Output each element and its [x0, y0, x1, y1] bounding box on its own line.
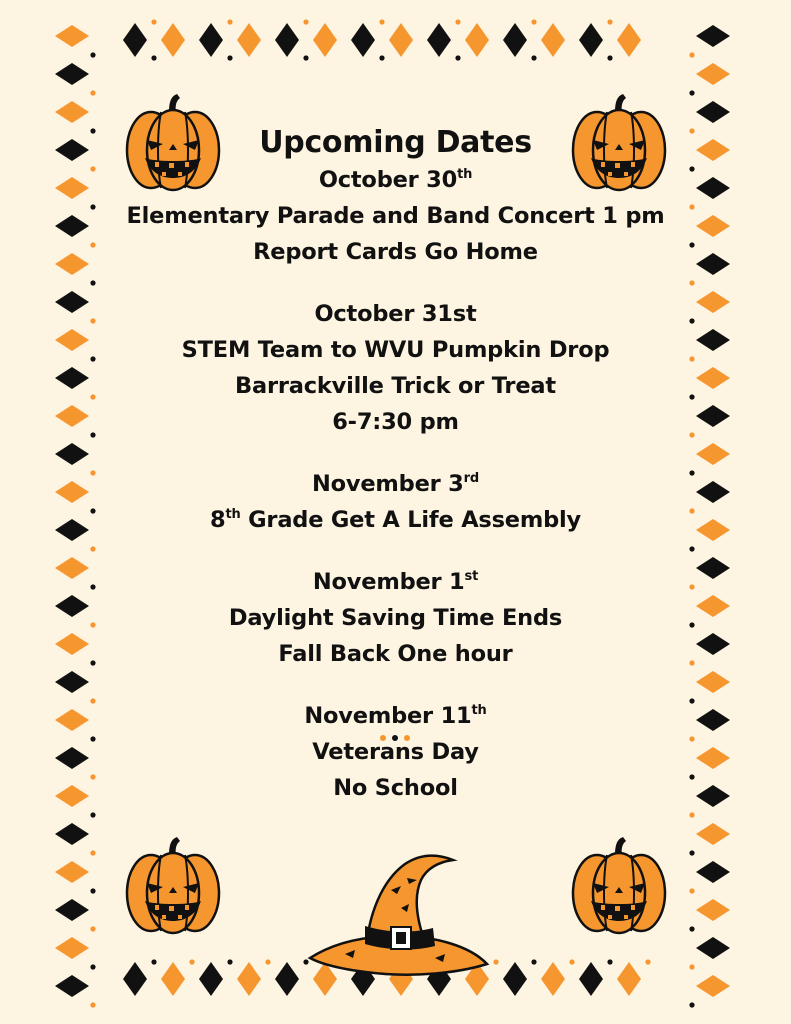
- border-diamond: [696, 709, 730, 731]
- border-dot: [303, 19, 308, 24]
- event-item: Veterans Day: [312, 739, 479, 765]
- border-dot: [531, 19, 536, 24]
- border-diamond: [696, 975, 730, 997]
- border-dot: [90, 850, 95, 855]
- event-item: 8th Grade Get A Life Assembly: [209, 507, 581, 533]
- border-dot: [689, 964, 694, 969]
- border-diamond: [55, 481, 89, 503]
- border-diamond: [55, 785, 89, 807]
- border-diamond: [696, 253, 730, 275]
- border-diamond: [696, 329, 730, 351]
- border-diamond: [55, 633, 89, 655]
- border-diamond: [617, 962, 641, 996]
- border-dot: [569, 959, 574, 964]
- border-diamond: [55, 861, 89, 883]
- border-diamond: [696, 785, 730, 807]
- border-diamond: [696, 633, 730, 655]
- border-diamond: [161, 962, 185, 996]
- border-diamond: [696, 519, 730, 541]
- jack-o-lantern-icon-bottom-left: [125, 835, 221, 935]
- border-dot: [227, 19, 232, 24]
- border-diamond: [389, 23, 413, 57]
- border-diamond: [541, 23, 565, 57]
- border-diamond: [427, 23, 451, 57]
- border-diamond: [123, 23, 147, 57]
- border-diamond: [696, 481, 730, 503]
- border-diamond: [696, 595, 730, 617]
- border-dot: [379, 55, 384, 60]
- border-diamond: [579, 23, 603, 57]
- border-dot: [607, 959, 612, 964]
- border-diamond: [696, 747, 730, 769]
- border-dot: [90, 280, 95, 285]
- border-diamond: [199, 23, 223, 57]
- border-dot: [90, 660, 95, 665]
- border-diamond: [351, 23, 375, 57]
- border-dot: [379, 19, 384, 24]
- border-dot: [607, 55, 612, 60]
- border-diamond: [55, 709, 89, 731]
- border-dot: [689, 888, 694, 893]
- border-dot: [90, 774, 95, 779]
- border-diamond: [503, 962, 527, 996]
- event-date: November 3rd: [312, 471, 479, 497]
- border-dot: [455, 19, 460, 24]
- border-dot: [303, 55, 308, 60]
- border-dot: [493, 959, 498, 964]
- border-diamond: [55, 291, 89, 313]
- border-diamond: [55, 899, 89, 921]
- border-dot: [189, 959, 194, 964]
- border-dot: [90, 318, 95, 323]
- border-dot: [90, 470, 95, 475]
- event-item: Elementary Parade and Band Concert 1 pm: [126, 203, 665, 229]
- border-dot: [90, 926, 95, 931]
- border-dot: [90, 242, 95, 247]
- event-item: Fall Back One hour: [278, 641, 513, 667]
- border-dot: [689, 1002, 694, 1007]
- page-title: Upcoming Dates: [259, 125, 532, 160]
- border-dot: [227, 959, 232, 964]
- border-dot: [90, 90, 95, 95]
- border-dot: [531, 55, 536, 60]
- border-diamond: [55, 253, 89, 275]
- border-dot: [90, 622, 95, 627]
- border-dot: [689, 926, 694, 931]
- border-diamond: [579, 962, 603, 996]
- border-dot: [90, 52, 95, 57]
- border-dot: [689, 850, 694, 855]
- border-diamond: [199, 962, 223, 996]
- border-diamond: [696, 139, 730, 161]
- border-dot: [90, 698, 95, 703]
- border-dot: [531, 959, 536, 964]
- border-diamond: [696, 177, 730, 199]
- border-dot: [90, 584, 95, 589]
- border-dot: [90, 964, 95, 969]
- event-item: Barrackville Trick or Treat: [235, 373, 556, 399]
- border-dot: [90, 546, 95, 551]
- event-item: 6-7:30 pm: [332, 409, 459, 435]
- event-date: November 11th: [304, 703, 487, 729]
- border-diamond: [696, 899, 730, 921]
- border-diamond: [696, 557, 730, 579]
- witch-hat-icon: [305, 850, 490, 978]
- border-diamond: [55, 823, 89, 845]
- border-dot: [90, 736, 95, 741]
- event-item: Report Cards Go Home: [253, 239, 538, 265]
- event-date: October 30th: [318, 167, 473, 193]
- border-dot: [90, 812, 95, 817]
- border-dot: [90, 204, 95, 209]
- event-date: November 1st: [312, 569, 479, 595]
- border-dot: [90, 356, 95, 361]
- event-item: Daylight Saving Time Ends: [228, 605, 563, 631]
- border-diamond: [55, 975, 89, 997]
- border-diamond: [696, 101, 730, 123]
- border-diamond: [55, 63, 89, 85]
- border-diamond: [696, 443, 730, 465]
- border-diamond: [55, 215, 89, 237]
- border-diamond: [55, 329, 89, 351]
- border-diamond: [313, 23, 337, 57]
- border-dot: [455, 55, 460, 60]
- border-dot: [265, 959, 270, 964]
- border-dot: [645, 959, 650, 964]
- border-diamond: [617, 23, 641, 57]
- border-diamond: [55, 101, 89, 123]
- border-dot: [689, 90, 694, 95]
- border-diamond: [55, 177, 89, 199]
- border-diamond: [696, 367, 730, 389]
- border-dot: [90, 128, 95, 133]
- border-dot: [90, 888, 95, 893]
- border-diamond: [696, 63, 730, 85]
- border-diamond: [503, 23, 527, 57]
- event-date: October 31st: [314, 301, 477, 327]
- border-dot: [90, 508, 95, 513]
- border-diamond: [55, 367, 89, 389]
- border-diamond: [55, 519, 89, 541]
- border-dot: [689, 52, 694, 57]
- event-item: STEM Team to WVU Pumpkin Drop: [181, 337, 610, 363]
- event-item: No School: [333, 775, 458, 801]
- border-diamond: [55, 557, 89, 579]
- border-dot: [90, 432, 95, 437]
- border-dot: [90, 394, 95, 399]
- border-diamond: [55, 747, 89, 769]
- border-dot: [151, 55, 156, 60]
- border-diamond: [55, 937, 89, 959]
- border-diamond: [696, 861, 730, 883]
- border-diamond: [465, 23, 489, 57]
- border-diamond: [696, 405, 730, 427]
- jack-o-lantern-icon-bottom-right: [571, 835, 667, 935]
- border-diamond: [696, 291, 730, 313]
- border-dot: [151, 19, 156, 24]
- border-diamond: [696, 823, 730, 845]
- border-diamond: [696, 25, 730, 47]
- border-diamond: [123, 962, 147, 996]
- border-diamond: [237, 962, 261, 996]
- border-diamond: [55, 443, 89, 465]
- border-dot: [227, 55, 232, 60]
- border-diamond: [237, 23, 261, 57]
- border-diamond: [55, 139, 89, 161]
- border-diamond: [696, 671, 730, 693]
- border-diamond: [541, 962, 565, 996]
- border-diamond: [55, 25, 89, 47]
- border-diamond: [55, 671, 89, 693]
- border-diamond: [696, 937, 730, 959]
- border-dot: [689, 812, 694, 817]
- border-diamond: [696, 215, 730, 237]
- border-diamond: [275, 962, 299, 996]
- border-dot: [90, 1002, 95, 1007]
- border-dot: [151, 959, 156, 964]
- border-diamond: [161, 23, 185, 57]
- border-diamond: [55, 405, 89, 427]
- flyer-content: [100, 124, 691, 806]
- border-diamond: [275, 23, 299, 57]
- border-dot: [607, 19, 612, 24]
- border-dot: [90, 166, 95, 171]
- border-diamond: [55, 595, 89, 617]
